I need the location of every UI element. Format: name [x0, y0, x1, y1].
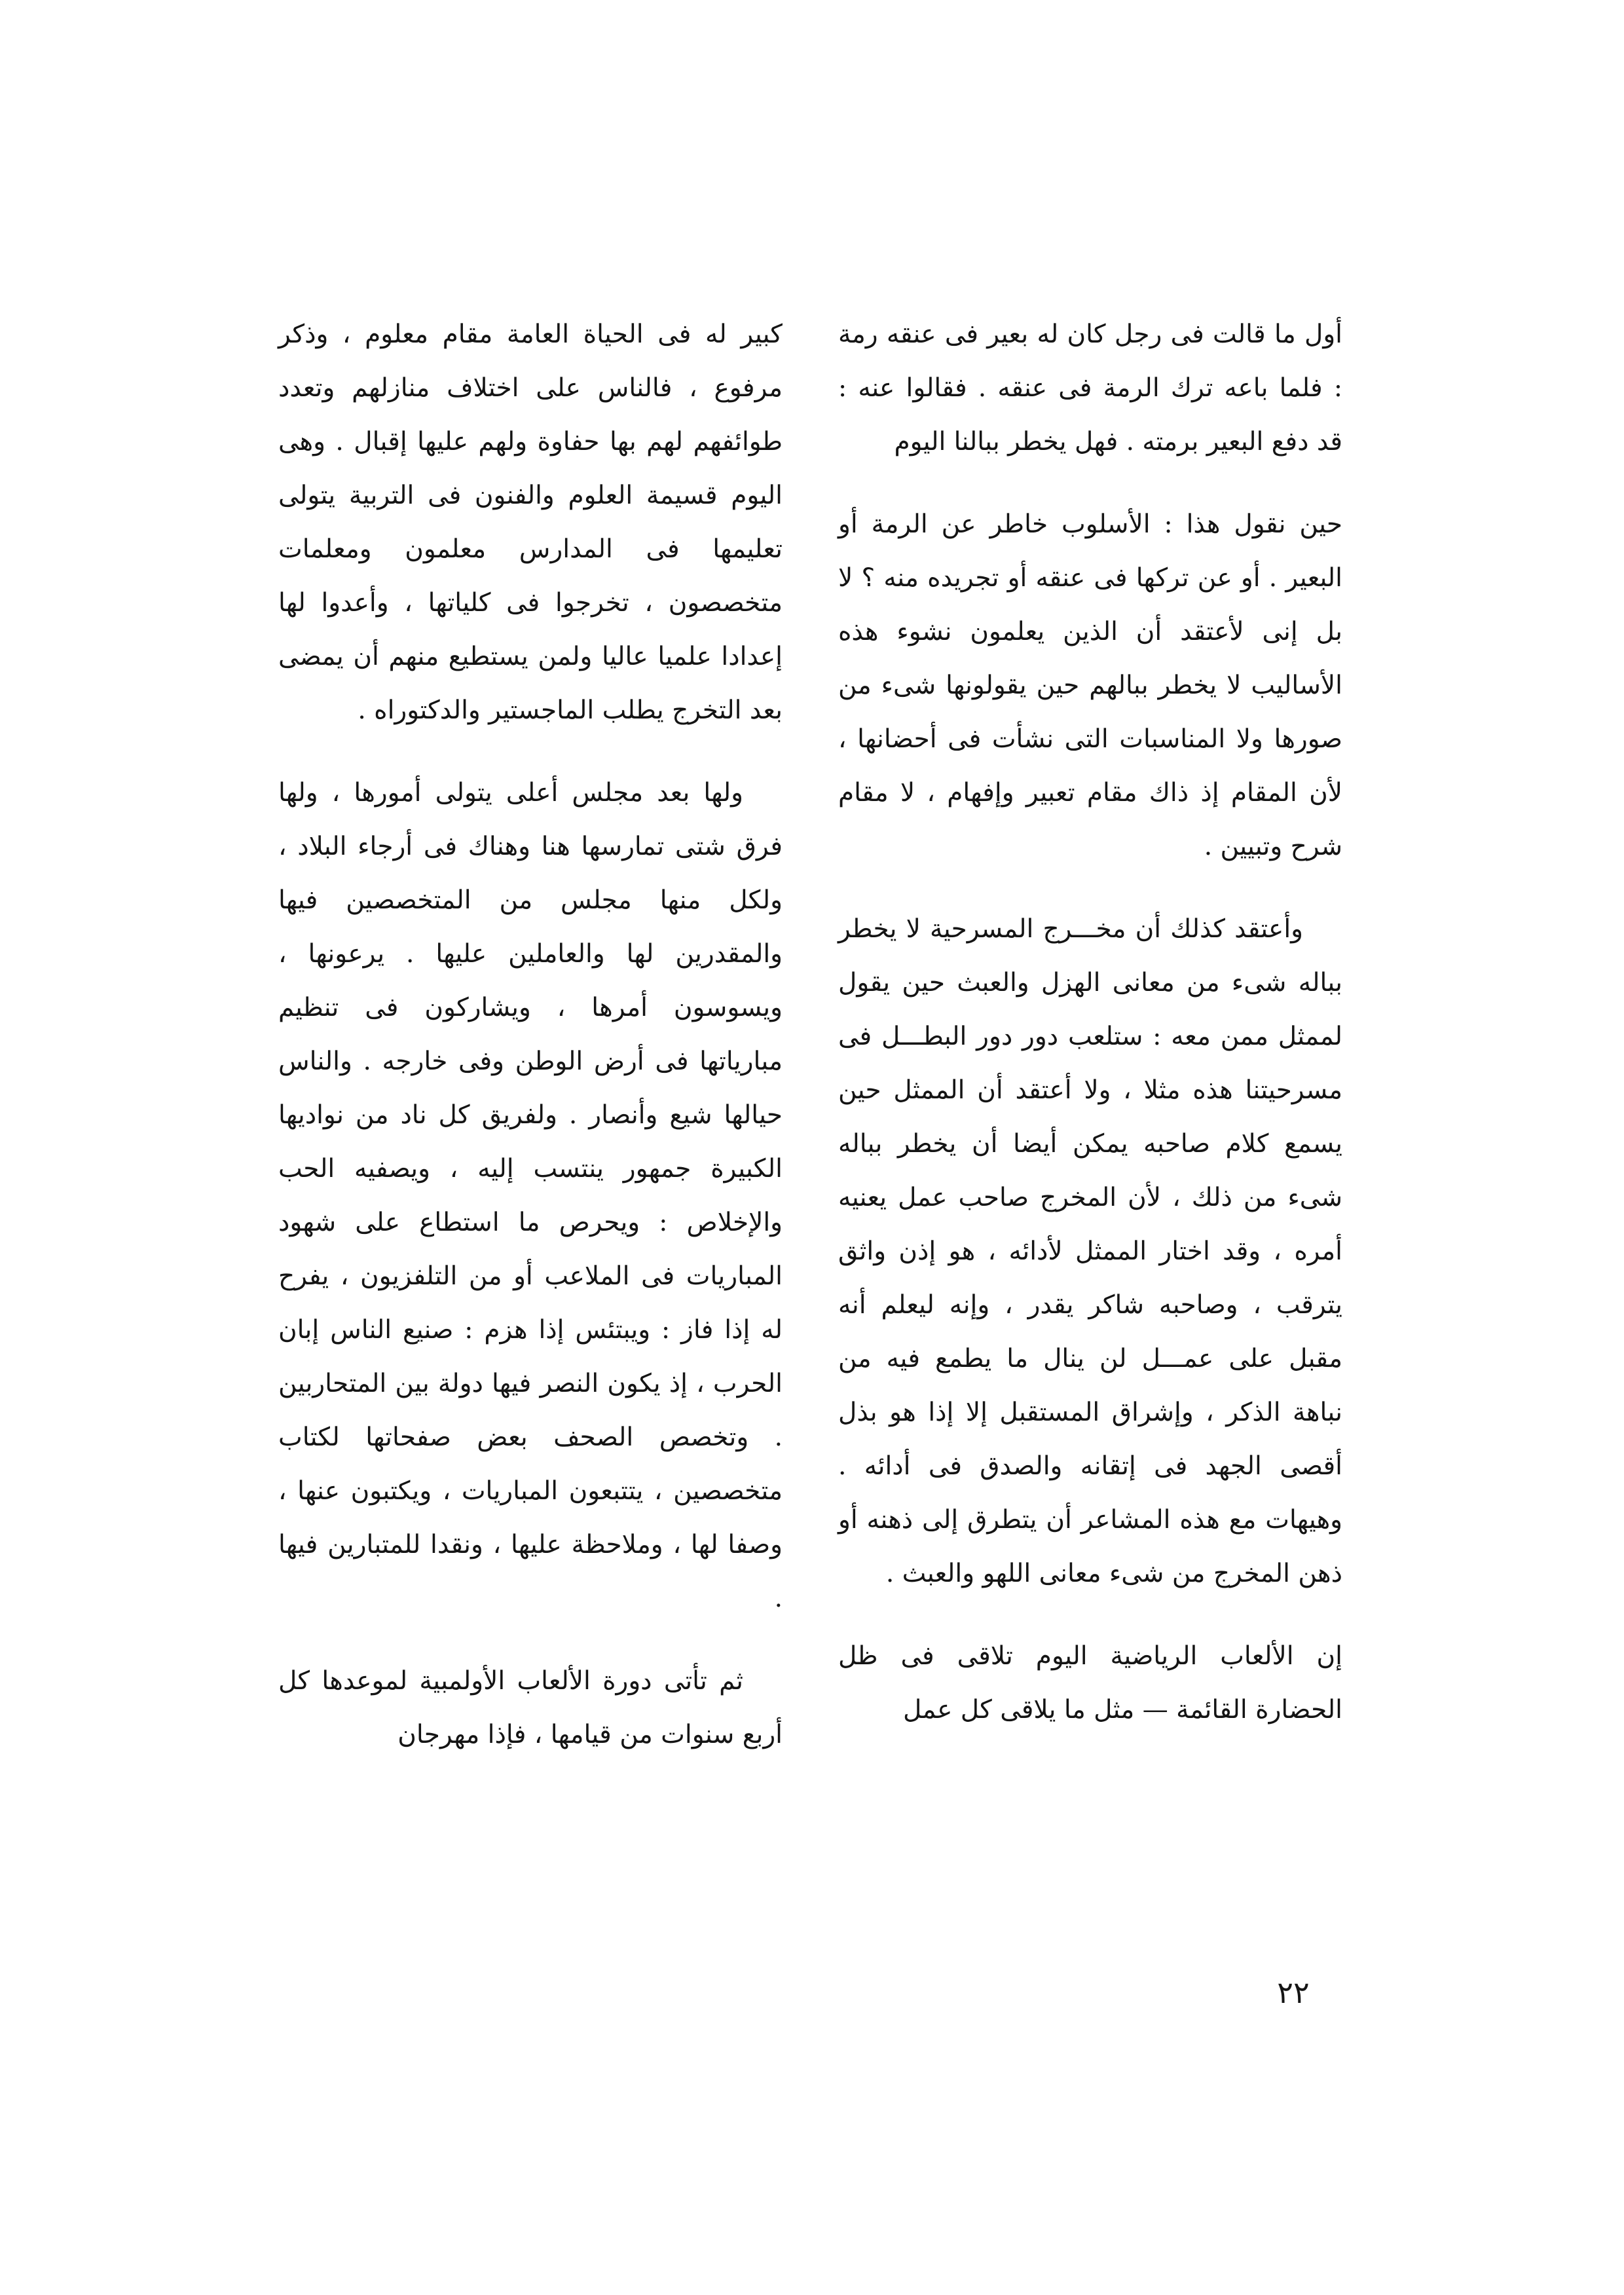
paragraph: ولها بعد مجلس أعلى يتولى أمورها ، ولها فرق شتى تمارسها هنا وهناك فى أرجاء البلاد ، ولكل منها مجلس من المتخصصين فيها والمقدرين لها والعاملين عليها . يرعونها ، ويسوسون أمرها ، ويشاركون فى تنظيم مبارياتها فى أرض الوطن وفى خارجه . والناس حيالها شيع وأنصار . ولفريق كل ناد من نواديها الكبيرة جمهور ينتسب إليه ، ويصفيه الحب والإخلاص : ويحرص ما استطاع على شهود المباريات فى الملاعب أو من التلفزيون ، يفرح له إذا فاز : ويبتئس إذا هزم : صنيع الناس إبان الحرب ، إذ يكون النصر فيها دولة بين المتحاربين . وتخصص الصحف بعض صفحاتها لكتاب متخصصين ، يتتبعون المباريات ، ويكتبون عنها ، وصفا لها ، وملاحظة عليها ، ونقدا للمتبارين فيها .: [278, 778, 783, 1613]
right-text-column: [838, 308, 1342, 1766]
paragraph: ثم تأتى دورة الألعاب الأولمبية لموعدها كل أربع سنوات من قيامها ، فإذا مهرجان: [278, 1666, 783, 1749]
left-text-column: [278, 308, 783, 1791]
paragraph: أول ما قالت فى رجل كان له بعير فى عنقه رمة : فلما باعه ترك الرمة فى عنقه . فقالوا عنه : قد دفع البعير برمته . فهل يخطر ببالنا اليوم: [838, 320, 1342, 457]
paragraph: وأعتقد كذلك أن مخـــرج المسرحية لا يخطر بباله شىء من معانى الهزل والعبث حين يقول لممثل ممن معه : ستلعب دور دور البطـــل فى مسرحيتنا هذه مثلا ، ولا أعتقد أن الممثل حين يسمع كلام صاحبه يمكن أيضا أن يخطر بباله شىء من ذلك ، لأن المخرج صاحب عمل يعنيه أمره ، وقد اختار الممثل لأدائه ، هو إذن واثق يترقب ، وصاحبه شاكر يقدر ، وإنه ليعلم أنه مقبل على عمـــل لن ينال ما يطمع فيه من نباهة الذكر ، وإشراق المستقبل إلا إذا هو بذل أقصى الجهد فى إتقانه والصدق فى أدائه . وهيهات مع هذه المشاعر أن يتطرق إلى ذهنه أو ذهن المخرج من شىء معانى اللهو والعبث .: [838, 914, 1342, 1588]
paragraph: إن الألعاب الرياضية اليوم تلاقى فى ظل الحضارة القائمة — مثل ما يلاقى كل عمل: [838, 1641, 1342, 1725]
paragraph: كبير له فى الحياة العامة مقام معلوم ، وذكر مرفوع ، فالناس على اختلاف منازلهم وتعدد طوائفهم لهم بها حفاوة ولهم عليها إقبال . وهى اليوم قسيمة العلوم والفنون فى التربية يتولى تعليمها فى المدارس معلمون ومعلمات متخصصون ، تخرجوا فى كلياتها ، وأعدوا لها إعدادا علميا عاليا ولمن يستطيع منهم أن يمضى بعد التخرج يطلب الماجستير والدكتوراه .: [278, 320, 783, 725]
paragraph: حين نقول هذا : الأسلوب خاطر عن الرمة أو البعير . أو عن تركها فى عنقه أو تجريده منه ؟ لا بل إنى لأعتقد أن الذين يعلمون نشوء هذه الأساليب لا يخطر ببالهم حين يقولونها شىء من صورها ولا المناسبات التى نشأت فى أحضانها ، لأن المقام إذ ذاك مقام تعبير وإفهام ، لا مقام شرح وتبيين .: [838, 510, 1342, 861]
page-number: ٢٢: [1277, 1975, 1310, 2010]
